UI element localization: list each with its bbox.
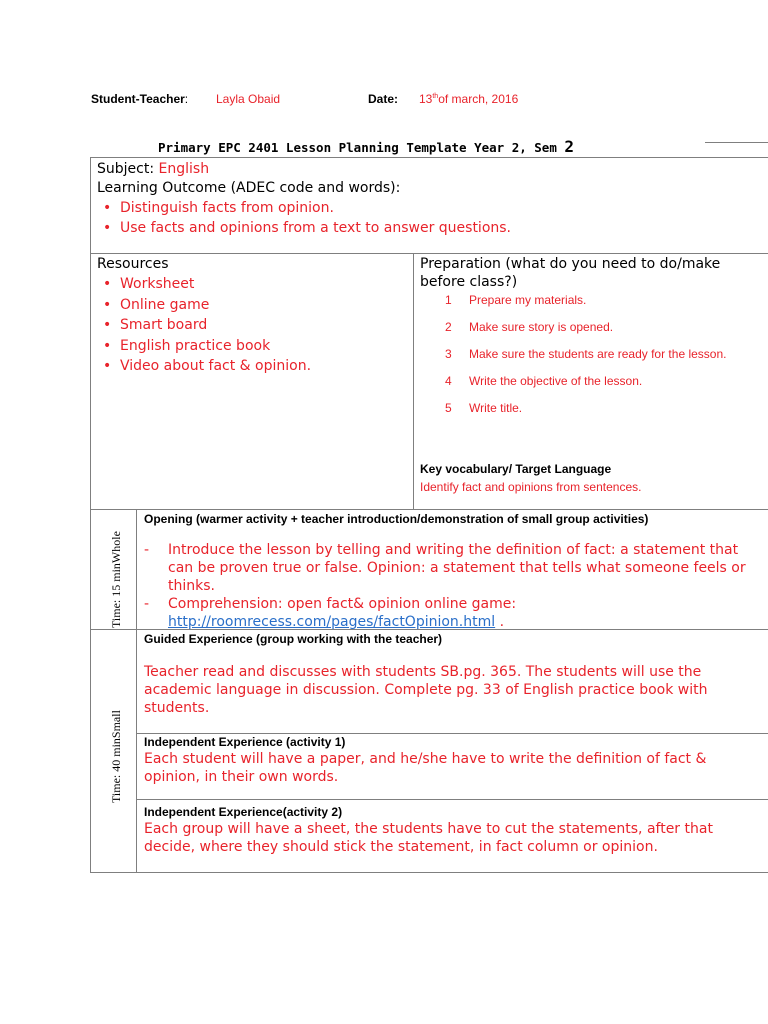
list-item: 5 Write title. <box>445 401 523 415</box>
ind2-heading: Independent Experience(activity 2) <box>144 805 343 819</box>
resources-label: Resources <box>97 256 169 272</box>
preparation-label: Preparation (what do you need to do/make before class?) <box>420 256 721 290</box>
resources-section <box>97 255 409 377</box>
list-item: • Smart board <box>97 315 409 336</box>
list-item: - Introduce the lesson by telling and writing the definition of fact: a statement that can be proven true or false. Opinion: a statement that tells what someone feels or thinks. <box>144 541 764 595</box>
list-item: • Use facts and opinions from a text to answer questions. <box>97 218 762 238</box>
subject-line <box>97 160 762 179</box>
student-teacher-label: Student-Teacher: <box>91 92 189 106</box>
title-rule <box>705 142 768 143</box>
resources-list <box>97 274 409 377</box>
date-value: 13thof march, 2016 <box>419 92 519 106</box>
subject-section <box>97 160 762 238</box>
ind1-text: Each student will have a paper, and he/she have to write the definition of fact & opinion, in their own words. <box>144 751 707 785</box>
list-item: • Worksheet <box>97 274 409 295</box>
independent-1-section <box>144 735 764 786</box>
student-name: Layla Obaid <box>216 92 281 106</box>
list-item: • English practice book <box>97 336 409 357</box>
list-item: • Distinguish facts from opinion. <box>97 198 762 218</box>
row-divider <box>90 629 768 630</box>
list-item: 3 Make sure the students are ready for the lesson. <box>445 347 727 361</box>
small-time-label: Time: 40 minSmall <box>109 710 123 803</box>
header-line <box>91 92 691 110</box>
guided-text: Teacher read and discusses with students SB.pg. 365. The students will use the academic language in discussion. Complete pg. 33 of English practice book with students. <box>144 664 708 716</box>
subject-label: Subject: <box>97 161 155 177</box>
time-col-divider <box>136 509 137 873</box>
ind1-heading: Independent Experience (activity 1) <box>144 735 346 749</box>
subject-value: English <box>158 161 210 177</box>
preparation-steps <box>445 292 762 416</box>
opening-section <box>144 512 764 629</box>
page-title: Primary EPC 2401 Lesson Planning Template Year 2, Sem 2 <box>158 137 575 156</box>
preparation-section <box>420 255 762 494</box>
row-divider <box>136 799 768 800</box>
list-item: • Online game <box>97 295 409 316</box>
opening-list <box>144 541 764 629</box>
row-divider <box>136 733 768 734</box>
guided-section <box>144 632 764 717</box>
ind2-text: Each group will have a sheet, the students have to cut the statements, after that decide, where they should stick the statement, in fact column or opinion. <box>144 821 713 855</box>
guided-heading: Guided Experience (group working with the teacher) <box>144 632 443 646</box>
outcome-list <box>97 198 762 238</box>
row-divider <box>90 253 768 254</box>
opening-time-label: Time: 15 minWhole <box>109 531 123 628</box>
list-item: 4 Write the objective of the lesson. <box>445 374 643 388</box>
col-divider <box>413 253 414 509</box>
table-top-border <box>90 157 768 158</box>
list-item: 1 Prepare my materials. <box>445 293 587 307</box>
game-link[interactable]: http://roomrecess.com/pages/factOpinion.html <box>168 614 496 629</box>
key-vocab-label: Key vocabulary/ Target Language <box>420 462 612 476</box>
list-item: 2 Make sure story is opened. <box>445 320 614 334</box>
list-item: - Comprehension: open fact& opinion online game: http://roomrecess.com/pages/factOpinion.html . <box>144 595 764 629</box>
learning-outcome-label: Learning Outcome (ADEC code and words): <box>97 180 401 196</box>
table-left-border <box>90 157 91 873</box>
date-label: Date: <box>368 92 399 106</box>
independent-2-section <box>144 805 764 856</box>
opening-heading: Opening (warmer activity + teacher introduction/demonstration of small group activities) <box>144 512 649 526</box>
list-item: • Video about fact & opinion. <box>97 356 409 377</box>
key-vocab-text: Identify fact and opinions from sentences. <box>420 480 642 494</box>
row-divider <box>90 509 768 510</box>
table-bottom-border <box>90 872 768 873</box>
